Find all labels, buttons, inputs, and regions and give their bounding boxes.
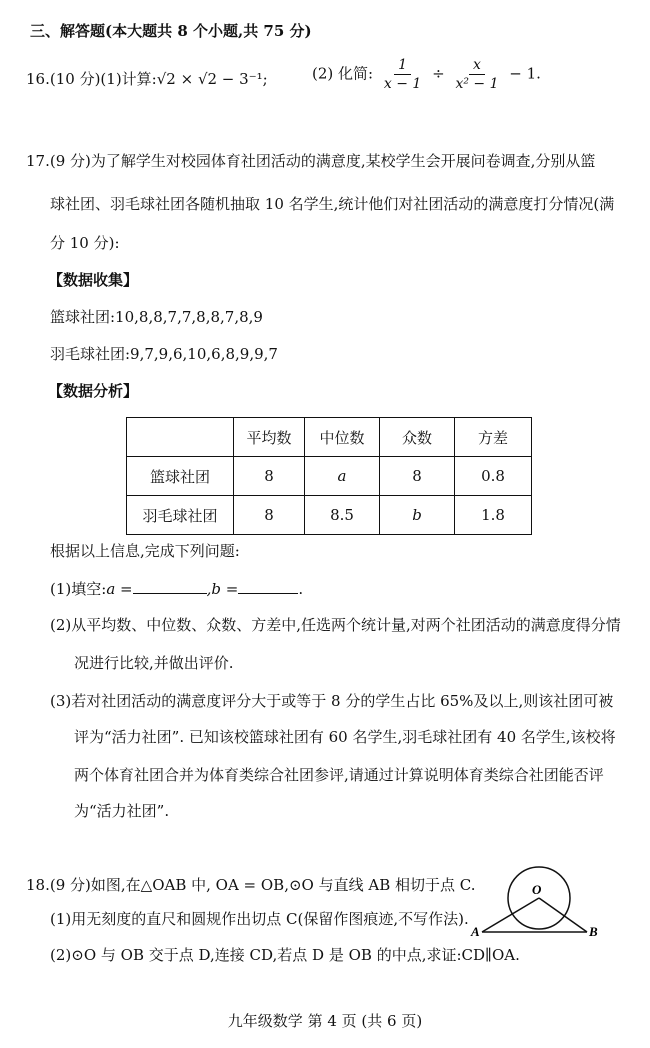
- q17-sub3-line2: 评为“活力社团”. 已知该校篮球社团有 60 名学生,羽毛球社团有 40 名学生,该校将: [74, 728, 616, 746]
- q16-number: 16.: [26, 70, 50, 88]
- stats-table: [126, 417, 532, 535]
- q18-sub2: (2)⊙O 与 OB 交于点 D,连接 CD,若点 D 是 OB 的中点,求证:CD∥OA.: [50, 946, 520, 964]
- question-16: [26, 66, 268, 92]
- table-cell: a: [305, 457, 380, 496]
- q17-sub3-line1: (3)若对社团活动的满意度评分大于或等于 8 分的学生占比 65%及以上,则该社团可被: [50, 692, 614, 710]
- table-header-cell: 中位数: [305, 418, 380, 457]
- frac2-denominator: x² − 1: [455, 76, 499, 92]
- data-analysis-title: 【数据分析】: [48, 382, 139, 400]
- frac2-numerator: x: [469, 56, 485, 75]
- q17-sub2-line1: (2)从平均数、中位数、众数、方差中,任选两个统计量,对两个社团活动的满意度得分情: [50, 616, 621, 634]
- table-header-row: [127, 418, 532, 457]
- q18-number: 18.: [26, 876, 50, 894]
- q17-intro-line1: [26, 150, 595, 171]
- basketball-data: 篮球社团:10,8,8,7,7,8,8,7,8,9: [50, 308, 263, 326]
- segment-ob: [539, 898, 587, 932]
- blank-b: [238, 579, 298, 594]
- table-cell: b: [380, 496, 455, 535]
- q17-intro-line3: 分 10 分):: [50, 234, 120, 252]
- q18-figure: [470, 858, 600, 948]
- sub1-label: (1)填空:: [50, 580, 107, 598]
- table-cell: 8: [380, 457, 455, 496]
- after-table-text: 根据以上信息,完成下列问题:: [50, 542, 240, 560]
- label-b: B: [589, 924, 598, 939]
- q16-part2: [312, 56, 541, 93]
- q17-sub3-line4: 为“活力社团”.: [74, 802, 170, 820]
- table-cell: 8: [234, 457, 305, 496]
- section-header: 三、解答题(本大题共 8 个小题,共 75 分): [30, 22, 312, 40]
- q18-points: (9 分): [49, 876, 91, 894]
- table-cell: 羽毛球社团: [127, 496, 234, 535]
- badminton-data: 羽毛球社团:9,7,9,6,10,6,8,9,9,7: [50, 345, 278, 363]
- q17-sub2-line2: 况进行比较,并做出评价.: [74, 654, 234, 672]
- q17-intro-text: 为了解学生对校园体育社团活动的满意度,某校学生会开展问卷调查,分别从篮: [90, 152, 596, 170]
- q16-part1-expr: √2 × √2 − 3⁻¹;: [156, 70, 268, 88]
- q18-intro: [26, 874, 475, 895]
- q16-tail: − 1.: [509, 64, 541, 83]
- frac1-numerator: 1: [394, 56, 411, 75]
- q18-sub1: (1)用无刻度的直尺和圆规作出切点 C(保留作图痕迹,不写作法).: [50, 910, 469, 928]
- q16-part1-label: (1)计算:: [100, 70, 157, 88]
- q16-div-sign: ÷: [432, 64, 445, 83]
- sub1-end: .: [298, 580, 304, 598]
- frac1-denominator: x − 1: [383, 76, 422, 92]
- q17-number: 17.: [26, 152, 50, 170]
- table-header-cell: [127, 418, 234, 457]
- q16-points: (10 分): [49, 70, 101, 88]
- q17-sub3-line3: 两个体育社团合并为体育类综合社团参评,请通过计算说明体育类综合社团能否评: [74, 766, 604, 784]
- table-header-cell: 众数: [380, 418, 455, 457]
- table-header-cell: 平均数: [234, 418, 305, 457]
- table-row: [127, 496, 532, 535]
- segment-oa: [482, 898, 539, 932]
- table-cell: 8: [234, 496, 305, 535]
- q16-fraction-1: [380, 56, 425, 93]
- q17-sub1: [50, 578, 303, 599]
- table-cell: 篮球社团: [127, 457, 234, 496]
- q17-intro-line2: 球社团、羽毛球社团各随机抽取 10 名学生,统计他们对社团活动的满意度打分情况(满: [50, 195, 615, 213]
- table-row: [127, 457, 532, 496]
- q17-points: (9 分): [49, 152, 91, 170]
- q16-part2-label: (2) 化简:: [312, 64, 374, 83]
- label-a: A: [471, 924, 480, 939]
- blank-a: [133, 579, 207, 594]
- data-collect-title: 【数据收集】: [48, 271, 139, 289]
- q16-fraction-2: [451, 56, 502, 93]
- table-header-cell: 方差: [455, 418, 532, 457]
- sub1-a: a =: [106, 580, 133, 598]
- table-cell: 1.8: [455, 496, 532, 535]
- page-footer: 九年级数学 第 4 页 (共 6 页): [227, 1012, 423, 1030]
- sub1-b: ,b =: [206, 580, 239, 598]
- label-o: O: [532, 882, 542, 897]
- q18-intro-text: 如图,在△OAB 中, OA = OB,⊙O 与直线 AB 相切于点 C.: [90, 876, 476, 894]
- table-cell: 8.5: [305, 496, 380, 535]
- table-cell: 0.8: [455, 457, 532, 496]
